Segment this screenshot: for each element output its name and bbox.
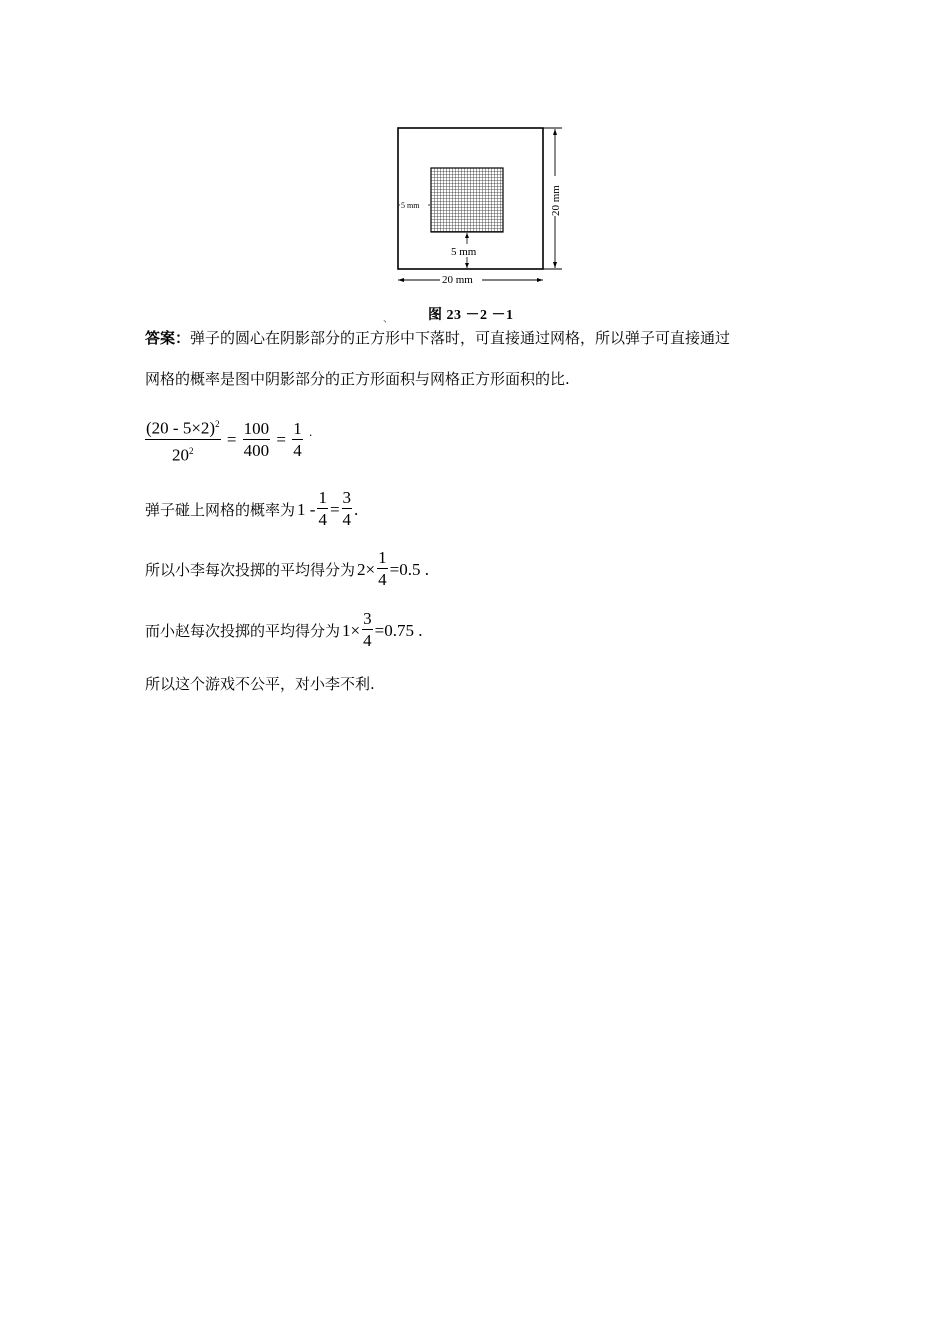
answer-line-1 <box>145 327 730 348</box>
fraction-1-4 <box>292 419 303 462</box>
answer-line-2: 网格的概率是图中阴影部分的正方形面积与网格正方形面积的比. <box>145 370 570 388</box>
eq2-text: 弹子碰上网格的概率为 <box>145 501 296 519</box>
eq1-num-exponent: 2 <box>215 419 220 429</box>
eq4-numerator: 3 <box>363 609 372 628</box>
eq2-prefix: 1 - <box>297 499 316 519</box>
eq2-f1-denominator: 4 <box>318 510 327 529</box>
eq4-fraction <box>362 609 373 652</box>
eq1-equals-b: = <box>276 430 287 450</box>
equation-ratio <box>145 414 314 466</box>
shaded-grid-square <box>431 168 503 232</box>
eq1-denominator: 20 <box>172 445 190 465</box>
eq3-fraction <box>377 548 388 591</box>
eq3-denominator: 4 <box>378 570 387 589</box>
answer-text-1: 弹子的圆心在阴影部分的正方形中下落时，可直接通过网格，所以弹子可直接通过 <box>190 329 731 347</box>
eq2-f2-numerator: 3 <box>342 488 352 507</box>
equation-zhao-score <box>145 609 424 652</box>
figure-caption: 图 23 －2 －1 <box>428 308 514 323</box>
eq4-result: =0.75 . <box>374 620 423 640</box>
eq1-numerator: (20 - 5×2) <box>146 418 216 438</box>
eq2-period: . <box>354 499 359 519</box>
equation-li-score <box>145 548 431 591</box>
stray-mark: 、 <box>383 314 393 325</box>
eq2-f2-denominator: 4 <box>342 510 352 529</box>
eq4-text: 而小赵每次投掷的平均得分为 <box>145 622 341 640</box>
eq4-prefix: 1× <box>342 620 361 640</box>
label-bottom-20mm: 20 mm <box>442 274 473 286</box>
eq1-period: . <box>309 424 313 440</box>
eq1-f3-numerator: 1 <box>293 418 302 438</box>
eq2-f1-numerator: 1 <box>318 488 327 507</box>
eq1-f2-denominator: 400 <box>243 440 270 460</box>
eq1-f2-numerator: 100 <box>243 418 270 438</box>
eq3-result: =0.5 . <box>389 559 429 579</box>
eq2-equals: = <box>329 499 340 519</box>
eq1-den-exponent: 2 <box>189 445 194 456</box>
label-left-5mm: 5 mm <box>401 201 420 210</box>
eq3-numerator: 1 <box>378 548 387 567</box>
fraction-100-400 <box>243 419 271 462</box>
eq2-fraction-1 <box>317 488 328 531</box>
eq4-denominator: 4 <box>363 631 372 650</box>
label-inner-5mm: 5 mm <box>451 246 477 258</box>
eq3-text: 所以小李每次投掷的平均得分为 <box>145 561 356 579</box>
eq2-fraction-2 <box>342 488 353 531</box>
grid-diagram <box>380 120 580 290</box>
fraction-area-ratio <box>145 414 221 466</box>
eq3-prefix: 2× <box>357 559 376 579</box>
equation-hit-probability <box>145 488 360 531</box>
eq1-equals-a: = <box>226 430 237 450</box>
answer-label: 答案： <box>145 329 191 347</box>
eq1-f3-denominator: 4 <box>293 440 302 460</box>
label-right-20mm: 20 mm <box>550 185 562 216</box>
conclusion-line: 所以这个游戏不公平，对小李不利. <box>145 675 375 693</box>
